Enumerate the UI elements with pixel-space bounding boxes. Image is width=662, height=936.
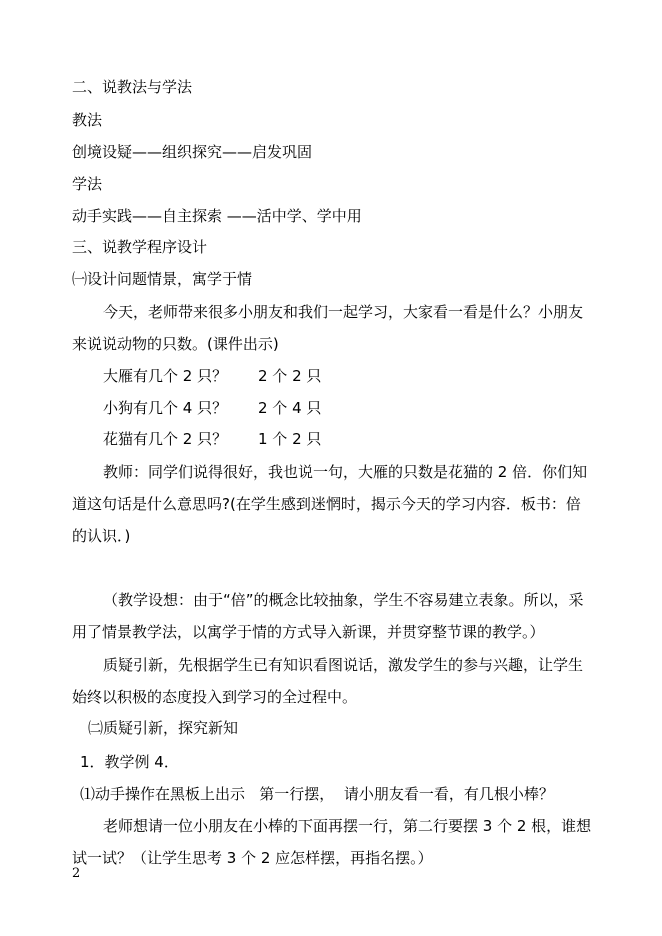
learn-method: 动手实践——自主探索 ——活中学、学中用 [72,207,362,225]
question-line-2: 始终以积极的态度投入到学习的全过程中。 [72,688,358,706]
animal-question-1: 大雁有几个 2 只？ [103,367,228,385]
heading-teaching-methods: 二、说教法与学法 [72,78,193,96]
question-line-1: 质疑引新，先根据学生已有知识看图说话，激发学生的参与兴趣，让学生 [103,656,584,674]
subheading-situation: ㈠设计问题情景，寓学于情 [72,270,253,288]
teacher-line-3: 的认识．) [72,527,131,545]
design-line-1: （教学设想：由于“倍”的概念比较抽象，学生不容易建立表象。所以，采 [103,591,584,609]
animal-question-2: 小狗有几个 4 只？ [103,399,228,417]
step-1: ⑴动手操作在黑板上出示 第一行摆， 请小朋友看一看，有几根小棒？ [80,785,554,803]
animal-question-3: 花猫有几个 2 只？ [103,430,228,448]
step-2-line-2: 试一试？（让学生思考 3 个 2 应怎样摆，再指名摆。） [72,849,433,867]
intro-line-1: 今天，老师带来很多小朋友和我们一起学习，大家看一看是什么？小朋友 [103,303,584,321]
heading-procedure: 三、说教学程序设计 [72,238,208,256]
teach-label: 教法 [72,111,103,129]
design-line-2: 用了情景教学法，以寓学于情的方式导入新课，并贯穿整节课的教学。） [72,623,545,641]
subheading-explore: ㈡质疑引新，探究新知 [88,719,239,737]
page-number: 2 [72,866,81,881]
intro-line-2: 来说说动物的只数。(课件出示) [72,335,279,353]
animal-answer-1: 2 个 2 只 [258,367,322,385]
step-2-line-1: 老师想请一位小朋友在小棒的下面再摆一行，第二行要摆 3 个 2 根，谁想 [103,817,592,835]
animal-answer-2: 2 个 4 只 [258,399,322,417]
learn-label: 学法 [72,175,103,193]
example-heading: 1．教学例 4． [80,753,179,771]
teacher-line-1: 教师：同学们说得很好，我也说一句，大雁的只数是花猫的 2 倍．你们知 [103,463,588,481]
animal-answer-3: 1 个 2 只 [258,430,322,448]
teacher-line-2: 道这句话是什么意思吗?(在学生感到迷惘时，揭示今天的学习内容．板书：倍 [72,495,581,513]
teach-method: 创境设疑——组织探究——启发巩固 [72,143,313,161]
